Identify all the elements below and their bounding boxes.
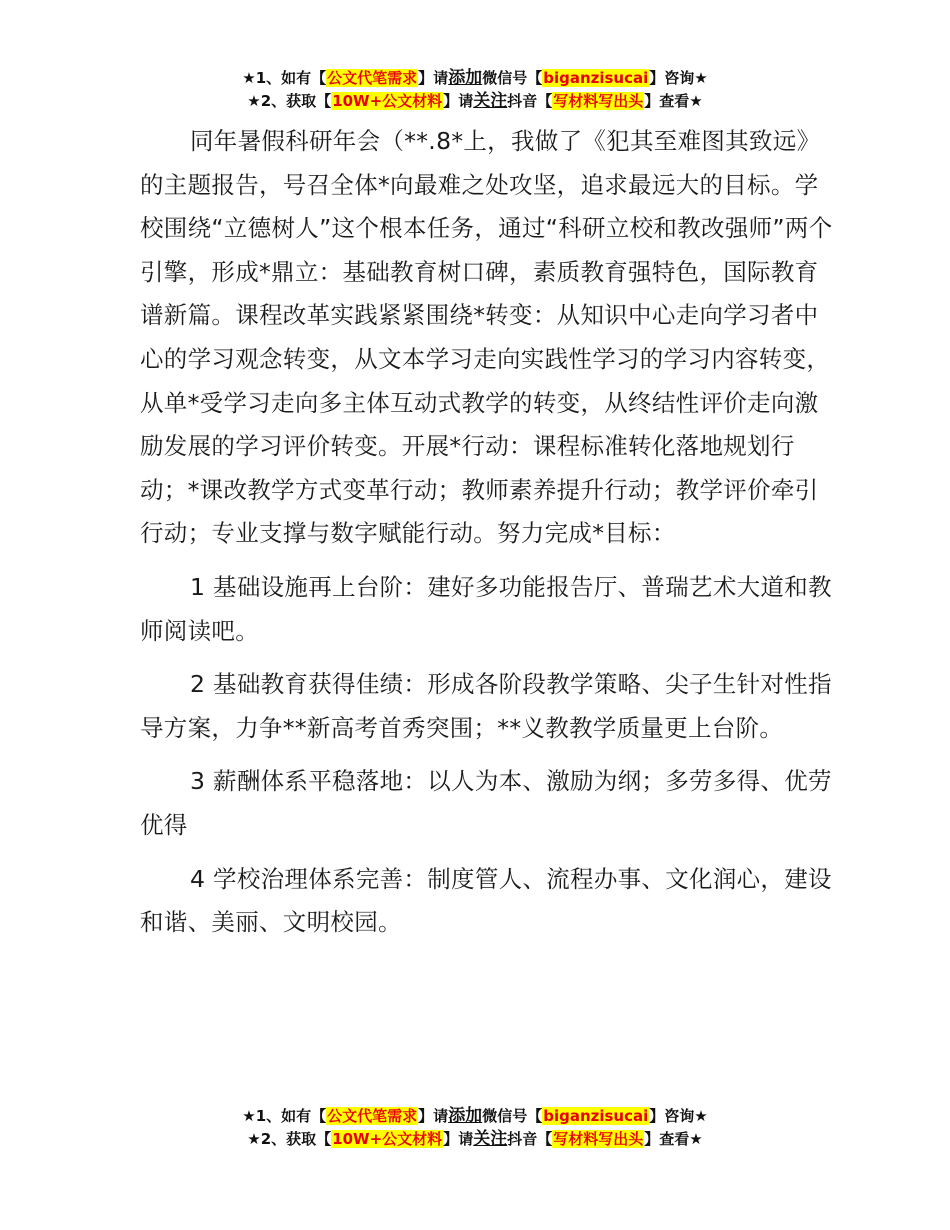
banner-text: 】请 [443,1130,474,1148]
highlight-service: 公文代笔需求 [327,1107,418,1125]
emphasis-text: 关注 [473,1129,508,1149]
banner-line-2 [0,90,950,113]
paragraph-intro: 同年暑假科研年会（**.8*上，我做了《犯其至难图其致远》的主题报告，号召全体*向最难之处攻坚，追求最远大的目标。学校围绕“立德树人”这个根本任务，通过“科研立校和教改强师”两个引擎，形成*鼎立：基础教育树口碑，素质教育强特色，国际教育谱新篇。课程改革实践紧紧围绕*转变：从知识中心走向学习者中心的学习观念转变，从文本学习走向实践性学习的学习内容转变，从单*受学习走向多主体互动式教学的转变，从终结性评价走向激励发展的学习评价转变。开展*行动：课程标准转化落地规划行动；*课改教学方式变革行动；教师素养提升行动；教学评价牵引行动；专业支撑与数字赋能行动。努力完成*目标： [140,127,833,548]
banner-text: 】查看★ [644,92,703,110]
banner-text: 微信号【 [482,1107,543,1125]
paragraph-goal-3: 3 薪酬体系平稳落地：以人为本、激励为纲；多劳多得、优劳优得 [140,767,832,839]
banner-text: 】请 [418,1107,449,1125]
banner-text: ★1、如有【 [242,69,327,87]
banner-text: 】咨询★ [649,1107,708,1125]
header-banner [0,67,950,113]
banner-text: 抖音【 [507,92,553,110]
banner-text: ★1、如有【 [242,1107,327,1125]
highlight-douyin-account: 写材料写出头 [553,1130,644,1148]
highlight-materials: 10W+公文材料 [332,1130,443,1148]
paragraph-goal-2: 2 基础教育获得佳绩：形成各阶段教学策略、尖子生针对性指导方案，力争**新高考首秀突围；**义教教学质量更上台阶。 [140,670,832,742]
emphasis-text: 添加 [448,68,483,88]
banner-text: 】查看★ [644,1130,703,1148]
emphasis-text: 添加 [448,1106,483,1126]
highlight-materials: 10W+公文材料 [332,92,443,110]
banner-text: 】请 [443,92,474,110]
banner-text: 】请 [418,69,449,87]
highlight-wechat-id: biganzisucai [543,1107,649,1125]
highlight-wechat-id: biganzisucai [543,69,649,87]
banner-text: 微信号【 [482,69,543,87]
footer-banner [0,1105,950,1151]
emphasis-text: 关注 [473,91,508,111]
banner-line-1 [0,67,950,90]
banner-text: 抖音【 [507,1130,553,1148]
paragraph-goal-1: 1 基础设施再上台阶：建好多功能报告厅、普瑞艺术大道和教师阅读吧。 [140,572,832,645]
highlight-douyin-account: 写材料写出头 [553,92,644,110]
banner-text: 】咨询★ [649,69,708,87]
document-body [140,120,840,955]
banner-text: ★2、获取【 [247,92,332,110]
highlight-service: 公文代笔需求 [327,69,418,87]
banner-line-2 [0,1128,950,1151]
banner-text: ★2、获取【 [247,1130,332,1148]
banner-line-1 [0,1105,950,1128]
paragraph-goal-4: 4 学校治理体系完善：制度管人、流程办事、文化润心，建设和谐、美丽、文明校园。 [140,864,832,937]
